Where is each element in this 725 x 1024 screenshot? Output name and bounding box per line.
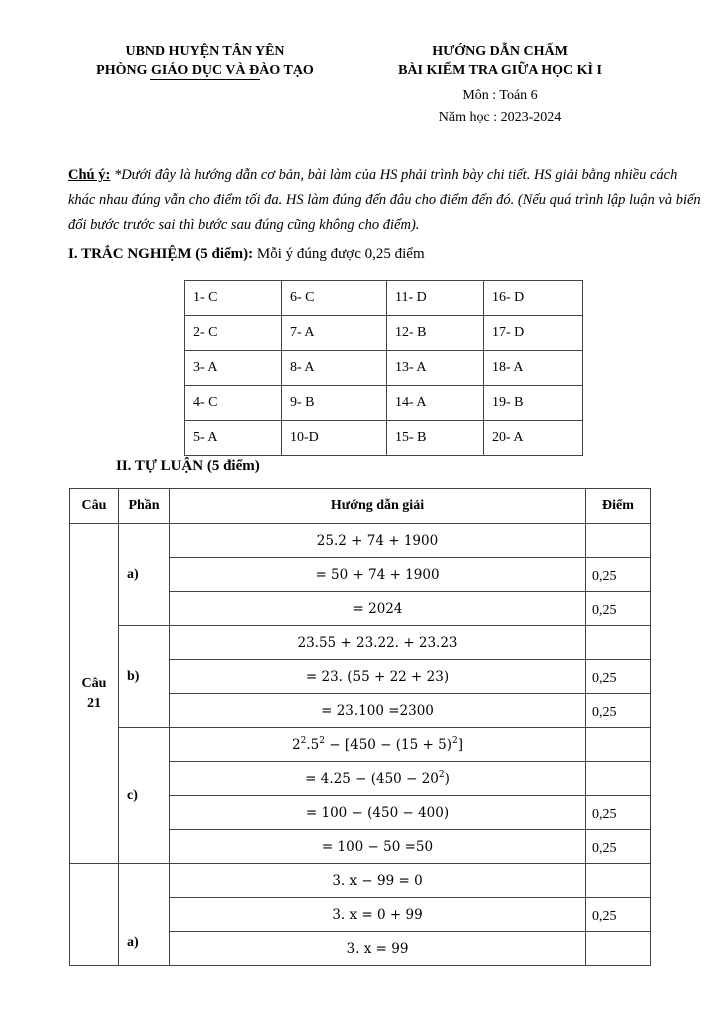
question-label: Câu [81, 675, 107, 691]
step-score: 0,25 [586, 796, 651, 830]
org-line-2: PHÒNG GIÁO DỤC VÀ ĐÀO TẠO [96, 63, 314, 78]
step-score: 0,25 [586, 694, 651, 728]
col-header-score: Điểm [586, 489, 651, 524]
answer-cell: 12- B [387, 316, 484, 351]
answer-row [185, 316, 583, 351]
solution-step: 25.2 + 74 + 1900 [170, 524, 586, 558]
solution-step: = $4.25 - (450 - 20^2)$ [170, 762, 586, 796]
answer-cell: 15- B [387, 421, 484, 456]
solution-step: 23.55 + 23.22. + 23.23 [170, 626, 586, 660]
answer-cell: 17- D [484, 316, 583, 351]
solution-step-text: = 4.25 − (450 − 20 [305, 770, 439, 787]
step-score: 0,25 [586, 558, 651, 592]
question-number: 21 [87, 695, 101, 711]
section-1-heading [68, 246, 425, 263]
answer-cell: 20- A [484, 421, 583, 456]
answer-cell: 3- A [185, 351, 282, 386]
doc-title-1: HƯỚNG DẪN CHẤM [432, 44, 568, 59]
col-header-question: Câu [70, 489, 119, 524]
solution-step: = 100 − (450 − 400) [170, 796, 586, 830]
essay-header-row [70, 489, 651, 524]
step-score [586, 762, 651, 796]
solution-step: = 23.100 =2300 [170, 694, 586, 728]
step-score: 0,25 [586, 660, 651, 694]
section-1-desc: Mỗi ý đúng được 0,25 điểm [253, 246, 425, 262]
part-b-label: b) [119, 626, 170, 728]
answer-cell: 11- D [387, 281, 484, 316]
step-score: 0,25 [586, 592, 651, 626]
question-21-cell [70, 524, 119, 864]
step-score: 0,25 [586, 830, 651, 864]
answer-cell: 8- A [282, 351, 387, 386]
solution-step: $2^2.5^2 - [450 - (15 + 5)^2]$ [170, 728, 586, 762]
subject-line: Môn : Toán 6 [462, 88, 538, 103]
table-row [70, 524, 651, 558]
answer-cell: 19- B [484, 386, 583, 421]
part-a-label: a) [119, 524, 170, 626]
answer-cell: 9- B [282, 386, 387, 421]
col-header-guide: Hướng dẫn giải [170, 489, 586, 524]
answer-row [185, 351, 583, 386]
table-row [70, 864, 651, 898]
answer-cell: 1- C [185, 281, 282, 316]
answer-cell: 5- A [185, 421, 282, 456]
part-a-label: a) [119, 864, 170, 966]
note-paragraph [68, 163, 708, 238]
step-score [586, 524, 651, 558]
solution-step: = 23. (55 + 22 + 23) [170, 660, 586, 694]
answer-cell: 7- A [282, 316, 387, 351]
answer-row [185, 421, 583, 456]
answer-row [185, 281, 583, 316]
school-year: Năm học : 2023-2024 [438, 110, 562, 125]
answer-cell: 4- C [185, 386, 282, 421]
solution-step: = 100 − 50 =50 [170, 830, 586, 864]
doc-title-2: BÀI KIỂM TRA GIỮA HỌC KÌ I [398, 63, 602, 78]
org-underline [150, 79, 260, 80]
step-score: 0,25 [586, 898, 651, 932]
table-row [70, 626, 651, 660]
part-c-label: c) [119, 728, 170, 864]
note-text: *Dưới đây là hướng dẫn cơ bản, bài làm của HS phải trình bày chi tiết. HS giải bằng nhiều cách khác nhau đúng vẫn cho điểm tối đa. HS làm đúng đến đâu cho điểm đến đó. (Nếu quá trình lập luận và biến đổi bước trước sai thì bước sau đúng cũng không cho điểm). [68, 167, 701, 233]
table-row [70, 728, 651, 762]
step-score [586, 626, 651, 660]
solution-step: = 2024 [170, 592, 586, 626]
answer-cell: 13- A [387, 351, 484, 386]
solution-step: 3. x − 99 = 0 [170, 864, 586, 898]
solution-step: 3. x = 99 [170, 932, 586, 966]
note-label: Chú ý: [68, 167, 111, 183]
solution-step: = 50 + 74 + 1900 [170, 558, 586, 592]
solution-step: 3. x = 0 + 99 [170, 898, 586, 932]
org-line-1: UBND HUYỆN TÂN YÊN [125, 44, 285, 59]
answer-cell: 18- A [484, 351, 583, 386]
answer-cell: 2- C [185, 316, 282, 351]
answer-row [185, 386, 583, 421]
question-22-cell [70, 864, 119, 966]
section-2-title: II. TỰ LUẬN (5 điểm) [116, 458, 260, 474]
answer-cell: 16- D [484, 281, 583, 316]
step-score [586, 864, 651, 898]
col-header-part: Phần [119, 489, 170, 524]
solution-step-text: [450 − (15 + 5) [344, 736, 452, 753]
section-1-title: I. TRẮC NGHIỆM (5 điểm): [68, 246, 254, 262]
answer-cell: 6- C [282, 281, 387, 316]
step-score [586, 932, 651, 966]
answer-cell: 10-D [282, 421, 387, 456]
answer-cell: 14- A [387, 386, 484, 421]
essay-table [69, 488, 651, 966]
step-score [586, 728, 651, 762]
answer-table [184, 280, 583, 456]
